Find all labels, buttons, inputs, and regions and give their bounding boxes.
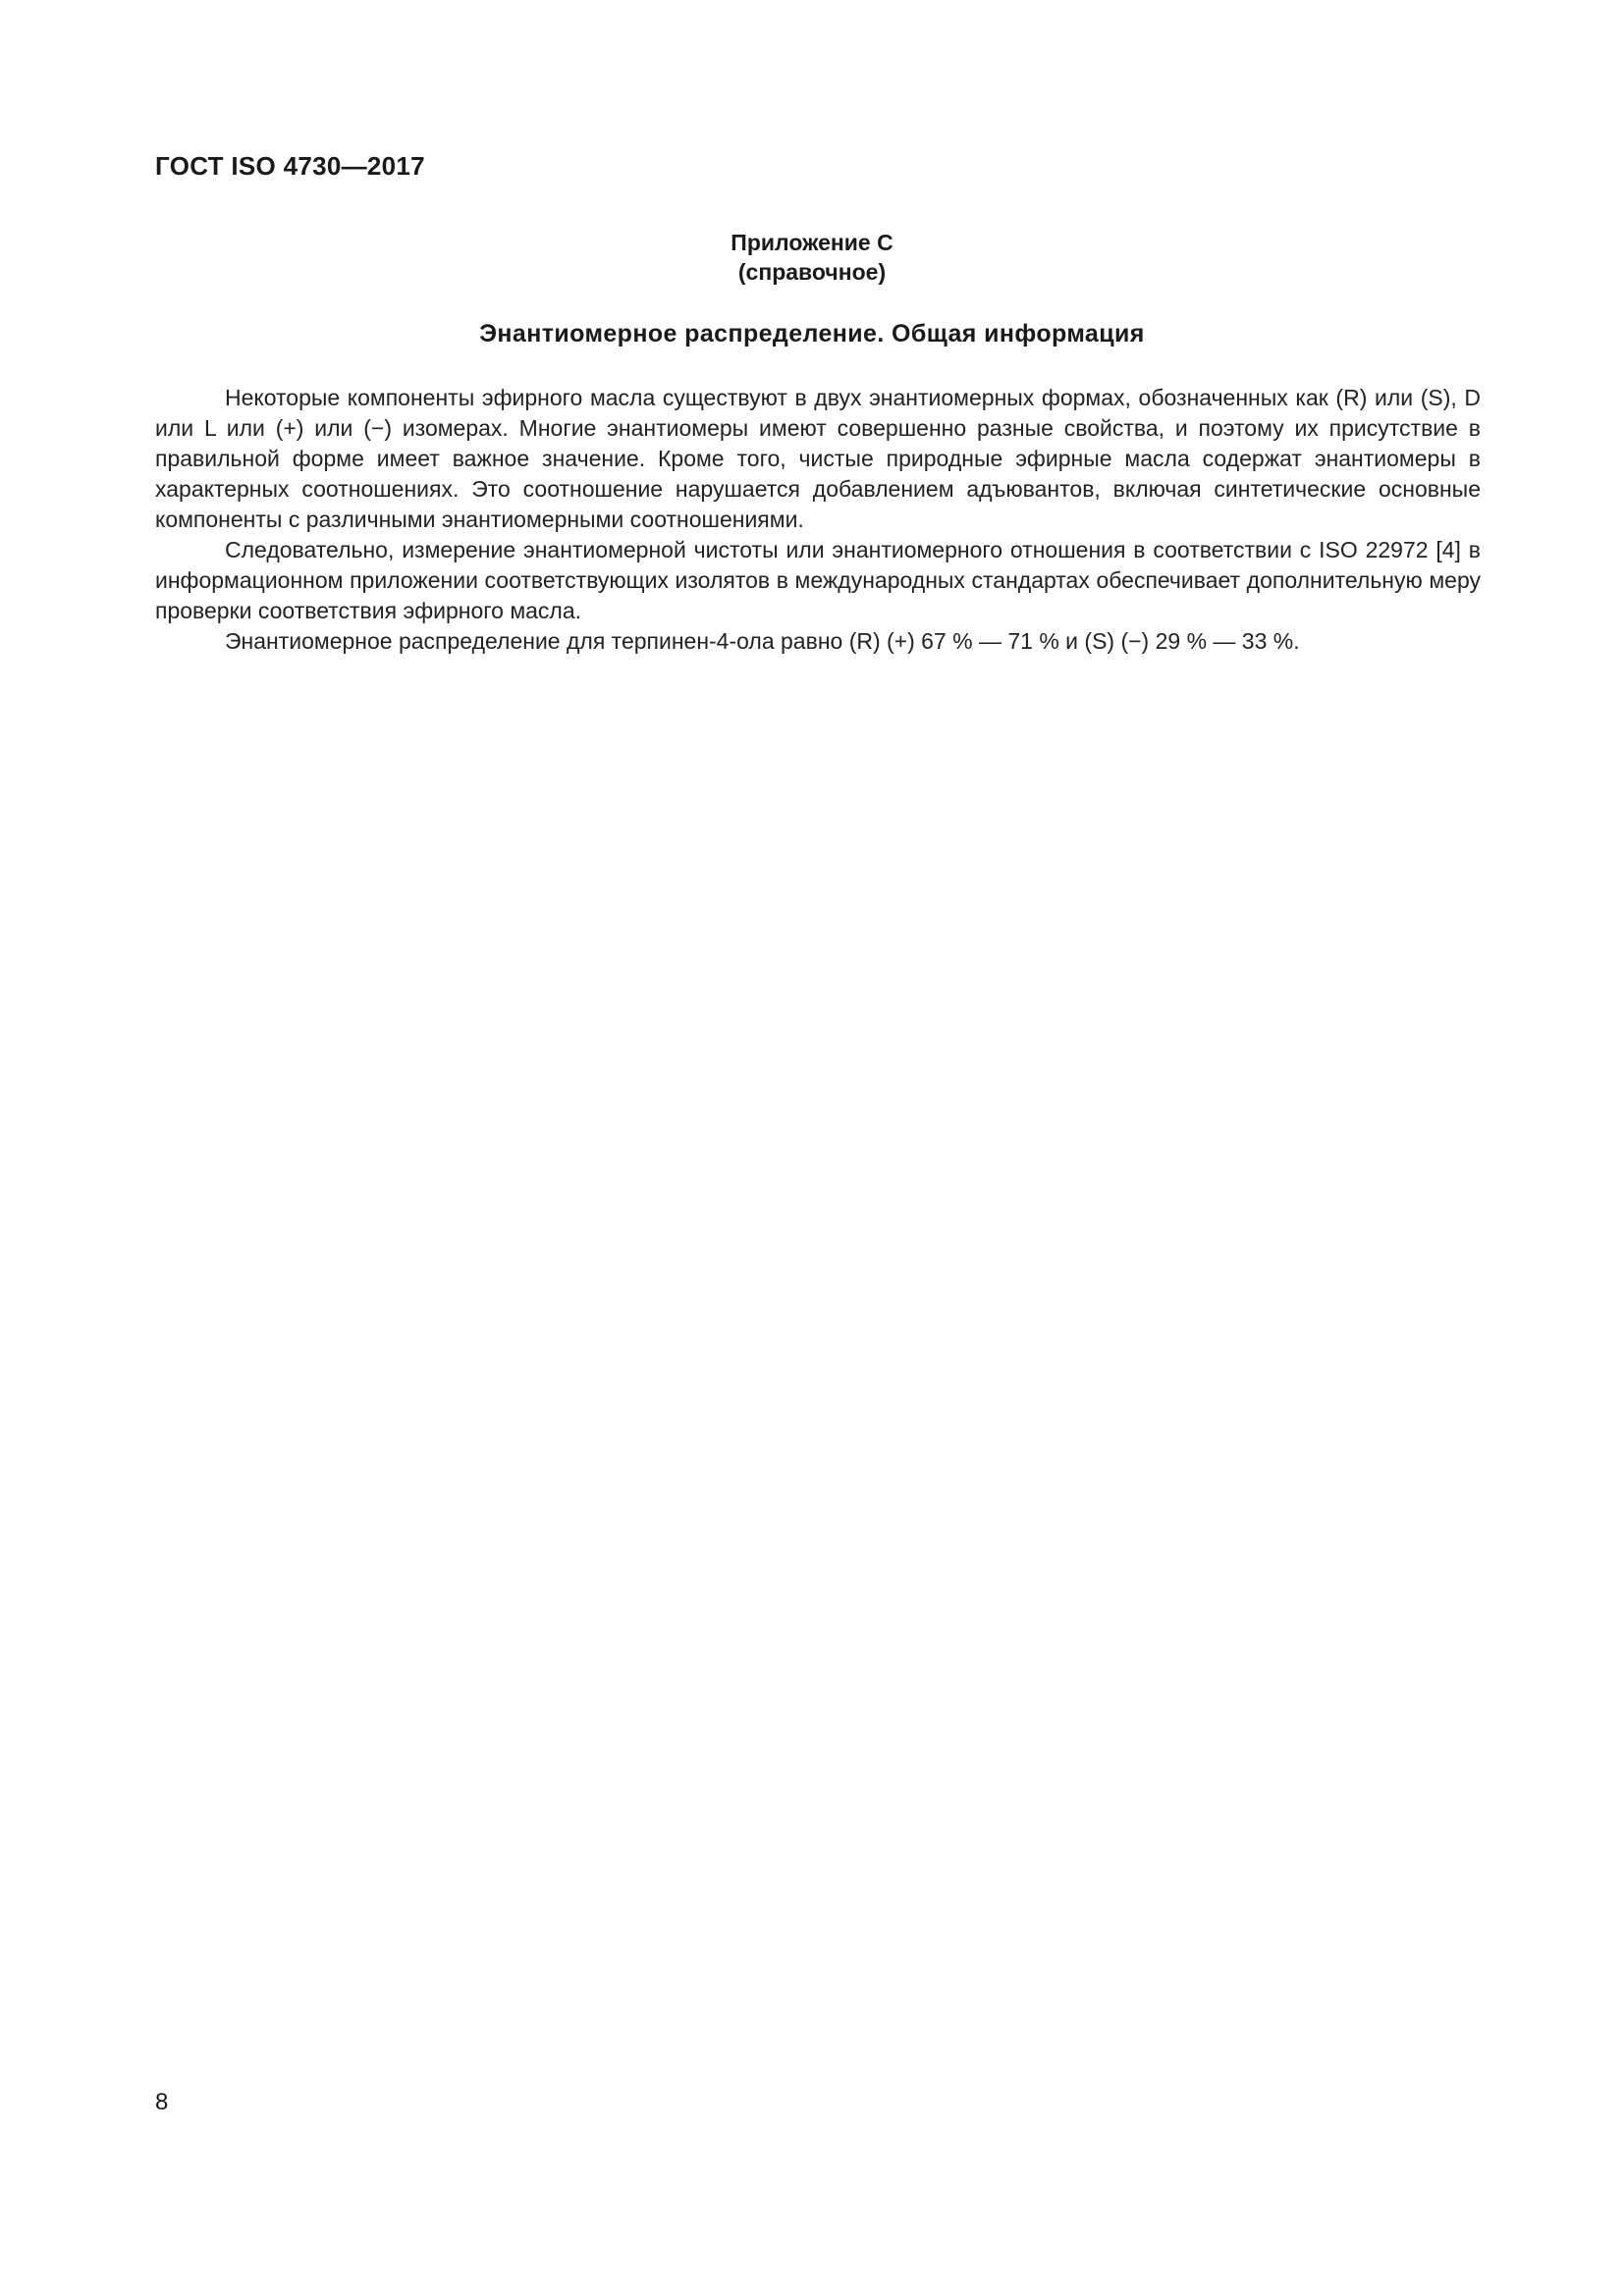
section-title: Энантиомерное распределение. Общая информация — [479, 320, 1145, 347]
paragraph: Энантиомерное распределение для терпинен-4-ола равно (R) (+) 67 % — 71 % и (S) (−) 29 % — 33 %. — [225, 628, 1300, 654]
page-number: 8 — [155, 2089, 169, 2115]
paragraph: Следовательно, измерение энантиомерной чистоты или энантиомерного отношения в соответствии с ISO 22972 [4] в информационном приложении соответствующих изолятов в международных стандартах обеспечивает дополнительную меру проверки соответствия эфирного масла. — [155, 537, 1481, 623]
annex-label: Приложение С — [731, 230, 893, 255]
annex-status: (справочное) — [737, 259, 887, 285]
paragraph: Некоторые компоненты эфирного масла существуют в двух энантиомерных формах, обозначенных как (R) или (S), D или L или (+) или (−) изомерах. Многие энантиомеры имеют совершенно разные свойства, и поэтому их присутствие в правильной форме имеет важное значение. Кроме того, чистые природные эфирные масла содержат энантиомеры в характерных соотношениях. Это соотношение нарушается добавлением адъювантов, включая синтетические основные компоненты с различными энантиомерными соотношениями. — [155, 385, 1481, 532]
document-header-standard-id: ГОСТ ISO 4730—2017 — [155, 151, 425, 181]
body-text — [155, 383, 1481, 657]
annex-heading — [0, 228, 1624, 287]
